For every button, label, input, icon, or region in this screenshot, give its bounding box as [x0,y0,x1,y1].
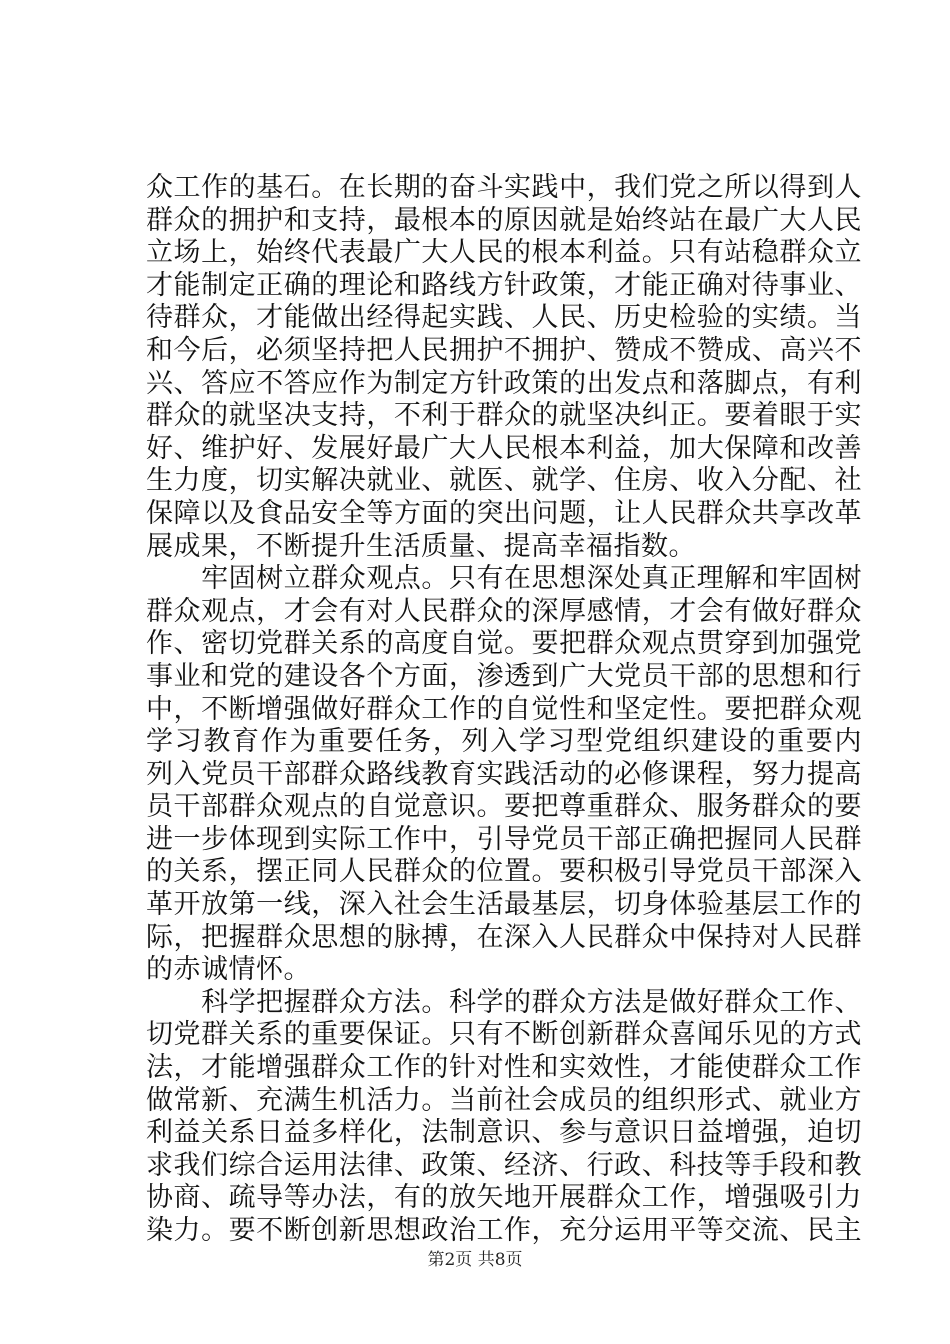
text-line: 进一步体现到实际工作中，引导党员干部正确把握同人民群 [146,823,862,855]
text-line: 待群众，才能做出经得起实践、人民、历史检验的实绩。当 [146,302,862,334]
body-text [146,172,862,1248]
text-line: 做常新、充满生机活力。当前社会成员的组织形式、就业方 [146,1084,862,1116]
text-line: 展成果，不断提升生活质量、提高幸福指数。 [146,530,696,562]
text-line: 革开放第一线，深入社会生活最基层，切身体验基层工作的 [146,889,862,921]
text-line: 学习教育作为重要任务，列入学习型党组织建设的重要内 [146,726,862,758]
text-line: 生力度，切实解决就业、就医、就学、住房、收入分配、社 [146,465,862,497]
text-line: 保障以及食品安全等方面的突出问题，让人民群众共享改革 [146,497,862,529]
text-line: 求我们综合运用法律、政策、经济、行政、科技等手段和教 [146,1149,862,1181]
text-line: 众工作的基石。在长期的奋斗实践中，我们党之所以得到人 [146,172,862,203]
text-line: 作、密切党群关系的高度自觉。要把群众观点贯穿到加强党 [146,628,862,660]
text-line: 和今后，必须坚持把人民拥护不拥护、赞成不赞成、高兴不 [146,334,862,366]
text-line: 事业和党的建设各个方面，渗透到广大党员干部的思想和行 [146,660,862,692]
text-line: 群众的拥护和支持，最根本的原因就是始终站在最广大人民 [146,204,862,236]
text-line: 好、维护好、发展好最广大人民根本利益，加大保障和改善 [146,432,862,464]
text-line: 的赤诚情怀。 [146,954,311,986]
text-line: 染力。要不断创新思想政治工作，充分运用平等交流、民主 [146,1215,862,1246]
text-line: 际，把握群众思想的脉搏，在深入人民群众中保持对人民群 [146,921,862,953]
text-line: 群众观点，才会有对人民群众的深厚感情，才会有做好群众 [146,595,862,627]
text-line: 群众的就坚决支持，不利于群众的就坚决纠正。要着眼于实 [146,400,862,432]
text-line: 协商、疏导等办法，有的放矢地开展群众工作，增强吸引力 [146,1182,862,1214]
text-line: 员干部群众观点的自觉意识。要把尊重群众、服务群众的要 [146,791,862,823]
page-footer: 第2页 共8页 [427,1250,523,1270]
text-line: 列入党员干部群众路线教育实践活动的必修课程，努力提高 [146,758,862,790]
text-line: 才能制定正确的理论和路线方针政策，才能正确对待事业、 [146,269,862,301]
paragraph-start-line: 科学把握群众方法。科学的群众方法是做好群众工作、 [201,986,862,1018]
text-line: 法，才能增强群众工作的针对性和实效性，才能使群众工作 [146,1052,862,1084]
paragraph-start-line: 牢固树立群众观点。只有在思想深处真正理解和牢固树 [201,563,862,595]
text-line: 兴、答应不答应作为制定方针政策的出发点和落脚点，有利 [146,367,862,399]
text-line: 立场上，始终代表最广大人民的根本利益。只有站稳群众立 [146,237,862,269]
text-line: 的关系，摆正同人民群众的位置。要积极引导党员干部深入 [146,856,862,888]
text-line: 利益关系日益多样化，法制意识、参与意识日益增强，迫切 [146,1117,862,1149]
text-line: 切党群关系的重要保证。只有不断创新群众喜闻乐见的方式 [146,1019,862,1051]
text-line: 中，不断增强做好群众工作的自觉性和坚定性。要把群众观 [146,693,862,725]
